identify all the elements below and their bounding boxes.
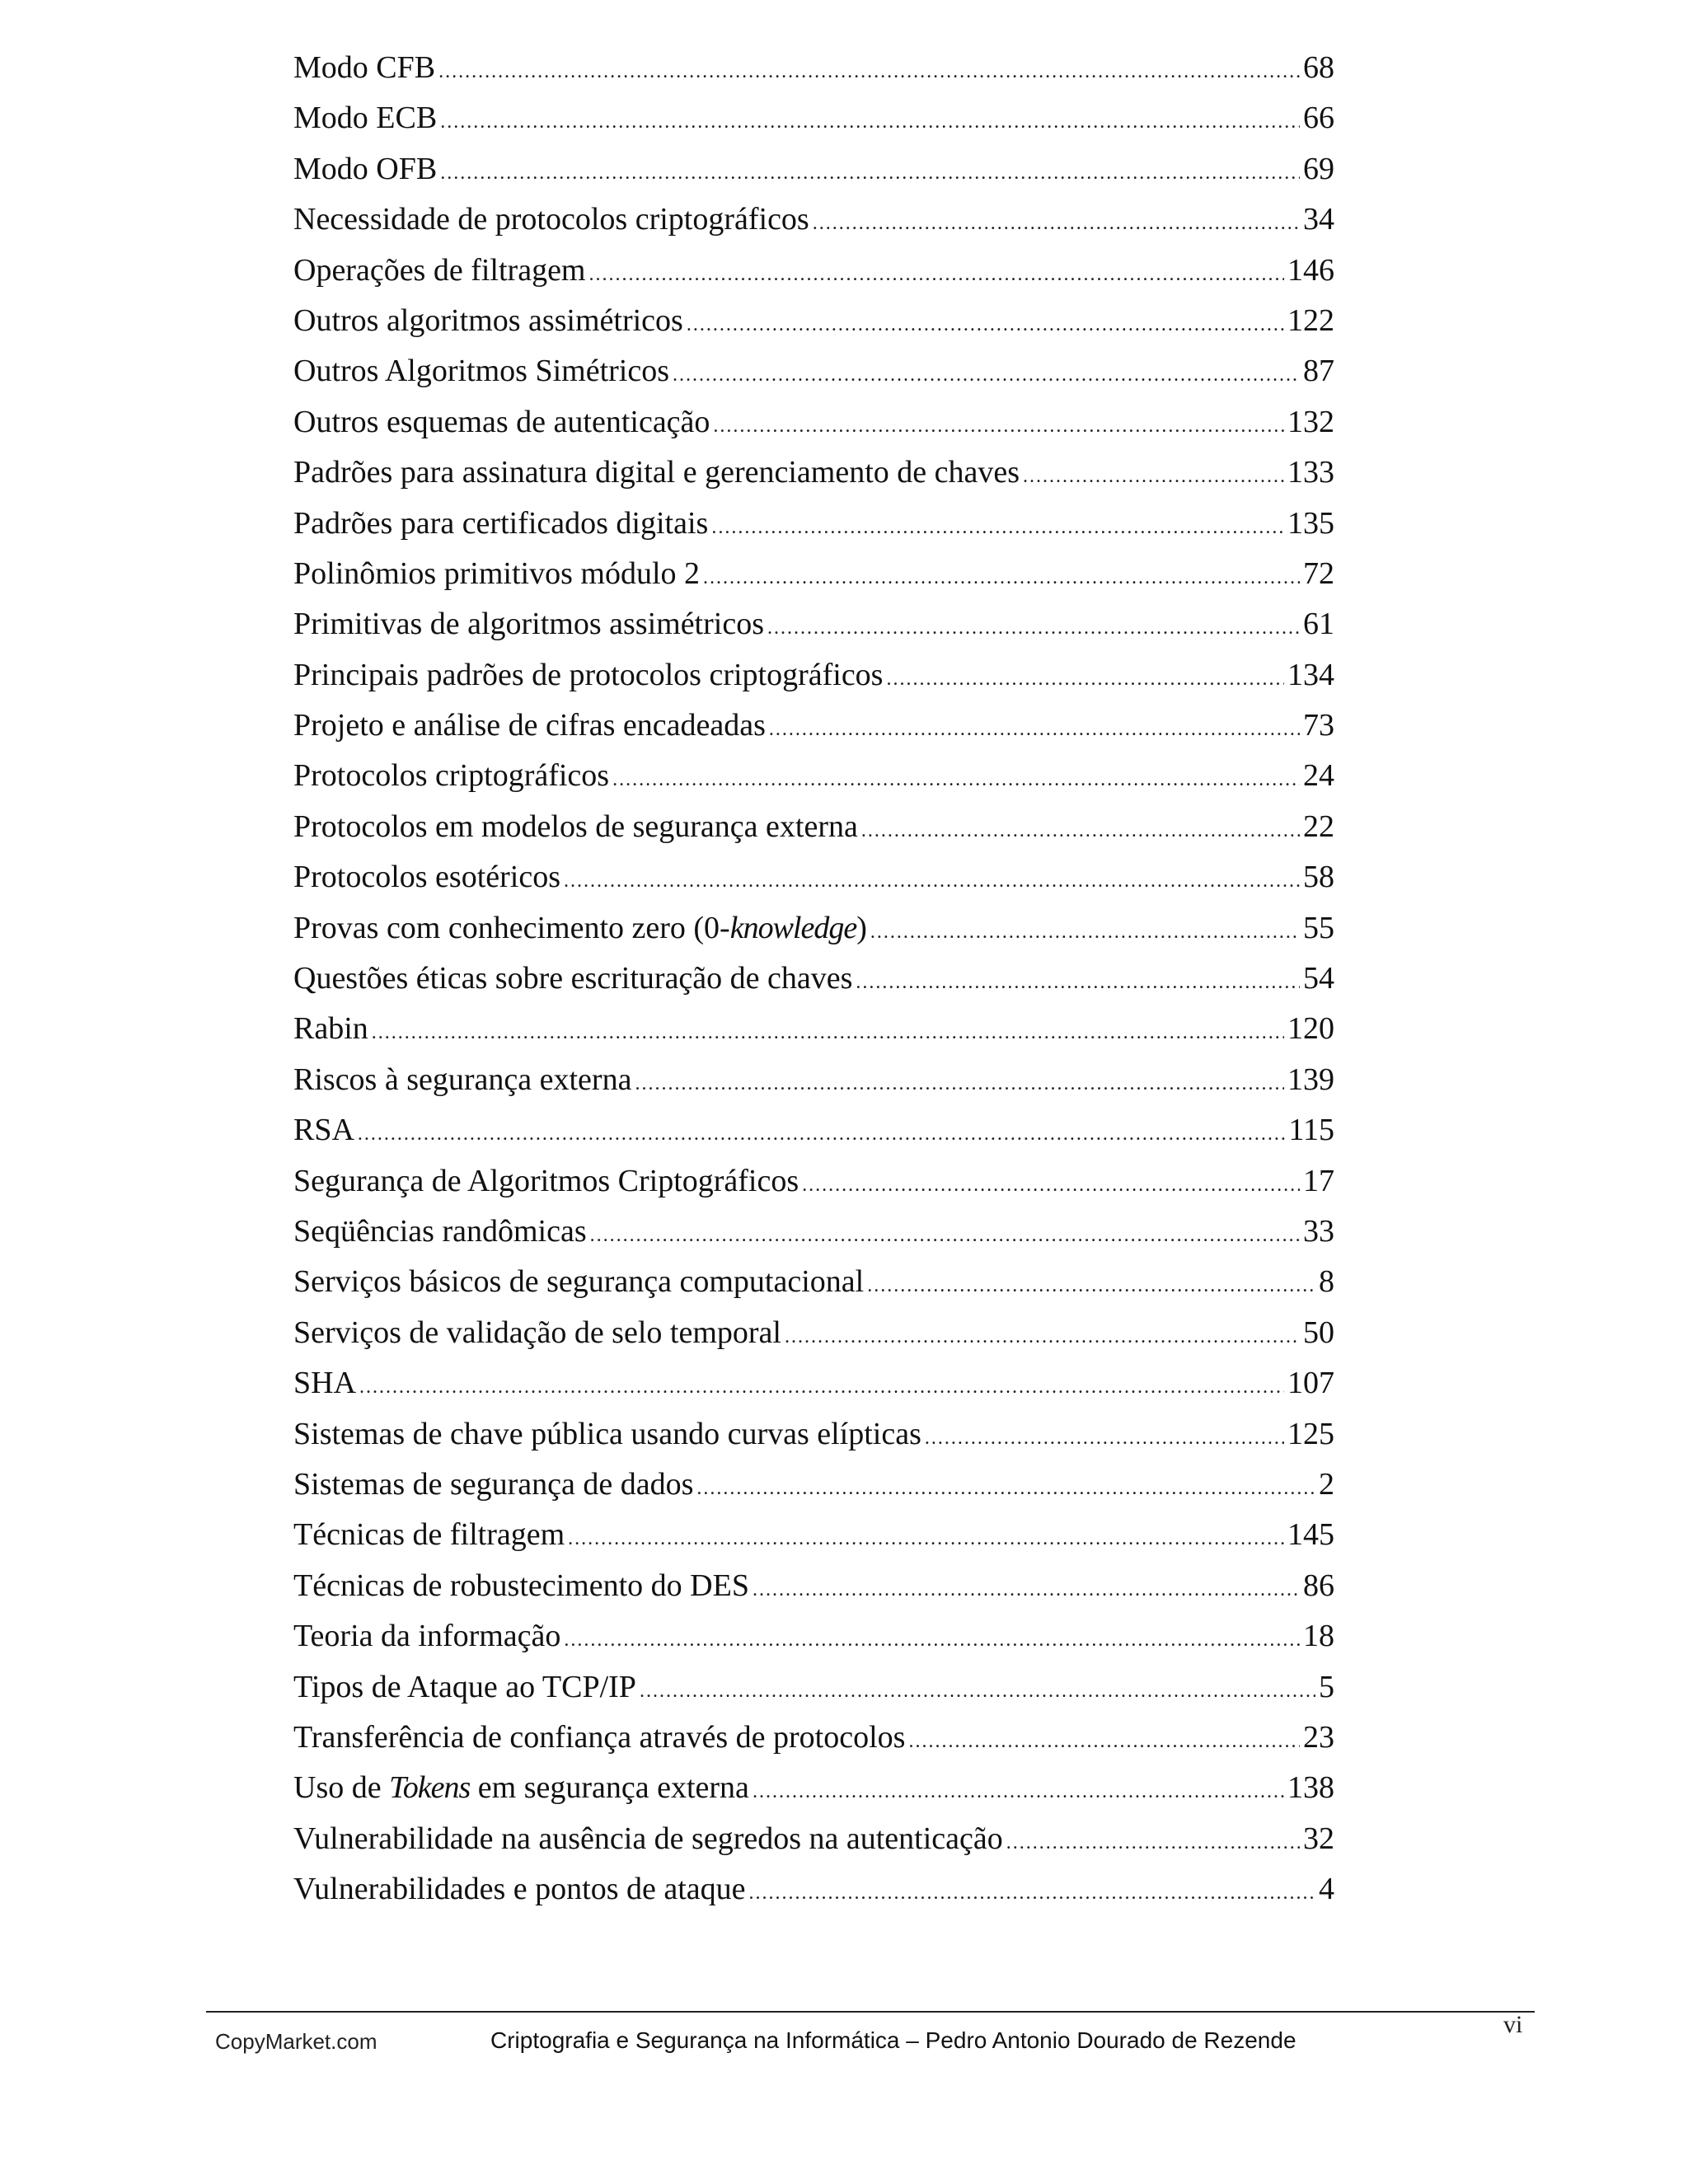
index-entry <box>293 397 1334 448</box>
dot-leader <box>870 907 1300 958</box>
index-entry <box>293 448 1334 498</box>
entry-page-number: 55 <box>1303 910 1334 945</box>
entry-title-text: Provas com conhecimento zero (0- <box>293 910 730 945</box>
entry-title: Serviços de validação de selo temporal <box>293 1315 781 1350</box>
entry-page-number: 54 <box>1303 961 1334 996</box>
entry-title: Técnicas de robustecimento do DES <box>293 1568 749 1603</box>
dot-leader <box>696 1464 1315 1514</box>
entry-page-number: 145 <box>1287 1517 1334 1553</box>
entry-title-text: ) <box>856 910 867 945</box>
entry-page-number: 58 <box>1303 860 1334 895</box>
entry-title: Outros algoritmos assimétricos <box>293 302 683 338</box>
index-entry <box>293 499 1334 549</box>
index-entry <box>293 1460 1334 1510</box>
entry-title <box>293 903 867 954</box>
dot-leader <box>703 553 1300 603</box>
entry-page-number: 87 <box>1303 354 1334 389</box>
dot-leader <box>440 148 1300 199</box>
entry-page-number: 33 <box>1303 1213 1334 1249</box>
footer-book-title: Criptografia e Segurança na Informática – Pedro Antonio Dourado de Rezende <box>490 2027 1296 2053</box>
entry-title-text: em segurança externa <box>470 1770 749 1806</box>
index-entry <box>293 1561 1334 1611</box>
entry-title: Riscos à segurança externa <box>293 1062 632 1097</box>
entry-page-number: 125 <box>1287 1416 1334 1451</box>
dot-leader <box>612 755 1300 805</box>
dot-leader <box>785 1312 1300 1362</box>
entry-title: Técnicas de filtragem <box>293 1517 565 1553</box>
entry-title: Padrões para certificados digitais <box>293 505 709 541</box>
entry-title: Principais padrões de protocolos criptográficos <box>293 657 884 692</box>
entry-title: Rabin <box>293 1011 368 1047</box>
entry-page-number: 120 <box>1287 1011 1334 1047</box>
entry-title: Modo CFB <box>293 50 436 85</box>
entry-page-number: 68 <box>1303 50 1334 85</box>
entry-title: Tipos de Ataque ao TCP/IP <box>293 1669 636 1704</box>
entry-title: Transferência de confiança através de protocolos <box>293 1719 906 1755</box>
entry-page-number: 146 <box>1287 252 1334 288</box>
page-number: vi <box>1503 2011 1523 2038</box>
index-entry <box>293 1257 1334 1307</box>
index-entry <box>293 1713 1334 1763</box>
entry-title: Protocolos em modelos de segurança externa <box>293 808 858 844</box>
dot-leader <box>640 1666 1315 1717</box>
entry-title: Questões éticas sobre escrituração de chaves <box>293 961 853 996</box>
index-entry <box>293 1358 1334 1408</box>
dot-leader <box>753 1767 1284 1817</box>
entry-title: Sistemas de chave pública usando curvas elípticas <box>293 1416 921 1451</box>
entry-title: Teoria da informação <box>293 1619 561 1654</box>
entry-title: Vulnerabilidades e pontos de ataque <box>293 1872 746 1907</box>
dot-leader <box>687 300 1284 350</box>
index-entry <box>293 701 1334 751</box>
dot-leader <box>589 250 1285 300</box>
index-entry <box>293 144 1334 194</box>
entry-page-number: 4 <box>1319 1872 1334 1907</box>
entry-page-number: 61 <box>1303 607 1334 642</box>
entry-page-number: 73 <box>1303 708 1334 743</box>
entry-title-emphasis: Tokens <box>389 1770 471 1806</box>
entry-page-number: 18 <box>1303 1619 1334 1654</box>
index-entry <box>293 43 1334 93</box>
entry-page-number: 72 <box>1303 555 1334 591</box>
dot-leader <box>564 1615 1300 1666</box>
entry-title: Vulnerabilidade na ausência de segredos na autenticação <box>293 1821 1003 1856</box>
entry-title-emphasis: knowledge <box>729 910 857 945</box>
entry-page-number: 132 <box>1287 404 1334 439</box>
entry-title: Segurança de Algoritmos Criptográficos <box>293 1163 799 1198</box>
entry-page-number: 22 <box>1303 808 1334 844</box>
index-entry <box>293 954 1334 1004</box>
entry-title: Modo OFB <box>293 151 438 186</box>
dot-leader <box>358 1109 1285 1160</box>
entry-page-number: 17 <box>1303 1163 1334 1198</box>
entry-title: Polinômios primitivos módulo 2 <box>293 555 700 591</box>
entry-title: Sistemas de segurança de dados <box>293 1466 694 1502</box>
entry-page-number: 69 <box>1303 151 1334 186</box>
entry-title: Operações de filtragem <box>293 252 586 288</box>
index-entry <box>293 1409 1334 1460</box>
entry-title: Padrões para assinatura digital e gerenciamento de chaves <box>293 455 1020 490</box>
index-entry <box>293 1055 1334 1105</box>
dot-leader <box>635 1059 1284 1109</box>
dot-leader <box>908 1717 1300 1767</box>
index-entry <box>293 93 1334 143</box>
index-entry <box>293 599 1334 649</box>
index-entry <box>293 650 1334 701</box>
dot-leader <box>867 1261 1315 1311</box>
entry-page-number: 23 <box>1303 1719 1334 1755</box>
entry-page-number: 139 <box>1287 1062 1334 1097</box>
dot-leader <box>1006 1818 1300 1868</box>
dot-leader <box>753 1565 1300 1615</box>
dot-leader <box>564 856 1300 907</box>
dot-leader <box>1023 452 1284 502</box>
entry-page-number: 2 <box>1319 1466 1334 1502</box>
index-entry <box>293 1308 1334 1358</box>
index-entry <box>293 1864 1334 1915</box>
entry-title-text: Uso de <box>293 1770 390 1806</box>
index-list <box>293 43 1334 1915</box>
dot-leader <box>925 1413 1284 1464</box>
entry-page-number: 107 <box>1287 1366 1334 1401</box>
entry-page-number: 122 <box>1287 302 1334 338</box>
index-entry <box>293 346 1334 396</box>
entry-title: Outros esquemas de autenticação <box>293 404 710 439</box>
index-entry <box>293 903 1334 954</box>
dot-leader <box>802 1160 1300 1211</box>
index-entry <box>293 1814 1334 1864</box>
index-entry <box>293 1156 1334 1207</box>
dot-leader <box>590 1211 1300 1261</box>
entry-page-number: 66 <box>1303 101 1334 136</box>
footer-divider <box>206 2011 1535 2013</box>
footer-publisher: CopyMarket.com <box>215 2029 377 2054</box>
index-entry <box>293 852 1334 902</box>
index-entry <box>293 1105 1334 1155</box>
entry-title: Projeto e análise de cifras encadeadas <box>293 708 766 743</box>
index-entry <box>293 246 1334 296</box>
dot-leader <box>568 1514 1284 1564</box>
index-entry <box>293 1510 1334 1560</box>
index-entry <box>293 1662 1334 1713</box>
entry-page-number: 133 <box>1287 455 1334 490</box>
entry-title: Outros Algoritmos Simétricos <box>293 354 669 389</box>
index-entry <box>293 802 1334 852</box>
index-entry <box>293 1207 1334 1257</box>
index-entry <box>293 1611 1334 1661</box>
dot-leader <box>886 654 1284 705</box>
index-entry <box>293 194 1334 245</box>
entry-page-number: 8 <box>1319 1264 1334 1300</box>
dot-leader <box>749 1868 1315 1919</box>
index-entry <box>293 296 1334 346</box>
entry-title: Primitivas de algoritmos assimétricos <box>293 607 764 642</box>
entry-title: Serviços básicos de segurança computacional <box>293 1264 865 1300</box>
index-entry <box>293 1004 1334 1054</box>
dot-leader <box>438 47 1300 97</box>
entry-title: Necessidade de protocolos criptográficos <box>293 202 809 237</box>
entry-title: Protocolos criptográficos <box>293 758 610 794</box>
entry-title: Modo ECB <box>293 101 438 136</box>
dot-leader <box>711 503 1284 553</box>
entry-page-number: 5 <box>1319 1669 1334 1704</box>
dot-leader <box>713 401 1284 452</box>
index-entry <box>293 751 1334 801</box>
dot-leader <box>673 350 1300 401</box>
dot-leader <box>813 199 1300 249</box>
dot-leader <box>440 97 1300 148</box>
entry-title: RSA <box>293 1113 354 1148</box>
index-entry <box>293 549 1334 599</box>
entry-page-number: 32 <box>1303 1821 1334 1856</box>
entry-title: Protocolos esotéricos <box>293 860 561 895</box>
dot-leader <box>372 1008 1284 1058</box>
entry-title <box>293 1763 749 1813</box>
index-entry <box>293 1763 1334 1813</box>
entry-title: Seqüências randômicas <box>293 1213 587 1249</box>
entry-page-number: 24 <box>1303 758 1334 794</box>
entry-page-number: 134 <box>1287 657 1334 692</box>
dot-leader <box>856 958 1300 1008</box>
entry-page-number: 50 <box>1303 1315 1334 1350</box>
entry-page-number: 34 <box>1303 202 1334 237</box>
entry-title: SHA <box>293 1366 357 1401</box>
entry-page-number: 135 <box>1287 505 1334 541</box>
dot-leader <box>767 603 1300 654</box>
entry-page-number: 138 <box>1287 1770 1334 1806</box>
dot-leader <box>769 705 1300 755</box>
dot-leader <box>359 1362 1284 1413</box>
dot-leader <box>861 806 1300 856</box>
entry-page-number: 115 <box>1288 1113 1334 1148</box>
entry-page-number: 86 <box>1303 1568 1334 1603</box>
